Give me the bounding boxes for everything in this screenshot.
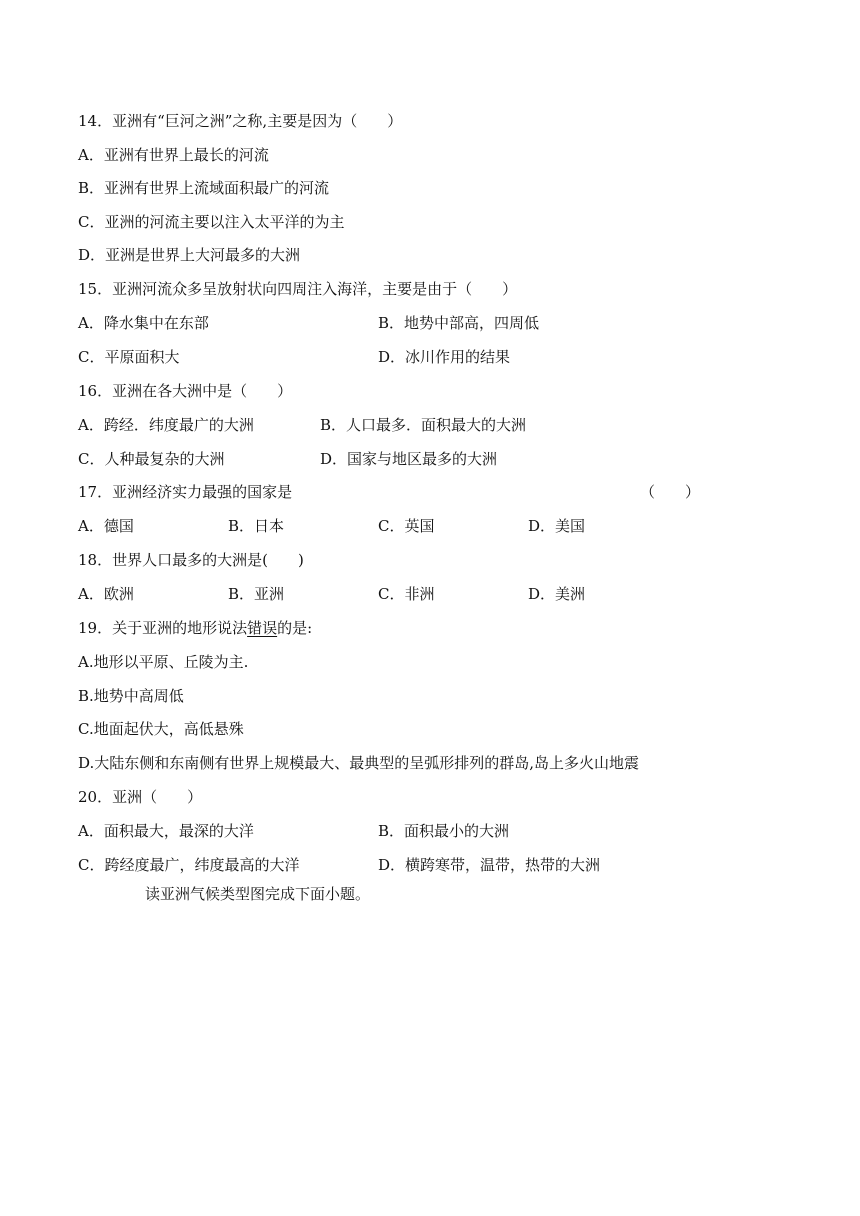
question-15-option-d: D．冰川作用的结果: [378, 348, 511, 366]
question-19-stem-underlined: 错误: [247, 619, 278, 637]
question-15-option-a: A．降水集中在东部: [78, 314, 209, 332]
question-20-option-c: C．跨经度最广，纬度最高的大洋: [78, 856, 300, 874]
question-18-stem: 18．世界人口最多的大洲是( ): [78, 551, 304, 569]
question-14-option-b: B．亚洲有世界上流域面积最广的河流: [78, 179, 330, 197]
question-14-option-a: A．亚洲有世界上最长的河流: [78, 146, 269, 164]
question-18-options-row: [78, 583, 778, 605]
question-18-option-b: B．亚洲: [228, 585, 285, 603]
question-15-options-row-1: [78, 312, 778, 334]
question-16-option-a: A．跨经．纬度最广的大洲: [78, 416, 254, 434]
question-18-option-d: D．美洲: [528, 585, 586, 603]
question-15-options-row-2: [78, 346, 778, 368]
question-16-option-c: C．人种最复杂的大洲: [78, 450, 225, 468]
question-15-stem: 15．亚洲河流众多呈放射状向四周注入海洋，主要是由于（ ）: [78, 280, 518, 298]
instruction-text: 读亚洲气候类型图完成下面小题。: [145, 885, 371, 903]
question-20-options-row-1: [78, 820, 778, 842]
question-16-option-d: D．国家与地区最多的大洲: [320, 450, 498, 468]
question-17-option-d: D．美国: [528, 517, 586, 535]
question-19-option-b: B.地势中高周低: [78, 687, 184, 705]
question-17-answer-paren: （ ）: [640, 483, 701, 501]
question-17-options-row: [78, 515, 778, 537]
question-15-option-b: B．地势中部高，四周低: [378, 314, 540, 332]
question-17-option-c: C．英国: [378, 517, 435, 535]
question-14-stem: 14．亚洲有“巨河之洲”之称,主要是因为（ ）: [78, 112, 403, 130]
question-14-option-c: C．亚洲的河流主要以注入太平洋的为主: [78, 213, 345, 231]
question-17-option-a: A．德国: [78, 517, 134, 535]
question-17-stem-row: [78, 481, 778, 503]
question-19-option-d: D.大陆东侧和东南侧有世界上规模最大、最典型的呈弧形排列的群岛,岛上多火山地震: [78, 754, 640, 772]
question-19-stem-before: 19．关于亚洲的地形说法: [78, 619, 248, 637]
question-20-option-b: B．面积最小的大洲: [378, 822, 510, 840]
question-19-option-a: A.地形以平原、丘陵为主.: [78, 653, 249, 671]
question-16-option-b: B．人口最多．面积最大的大洲: [320, 416, 527, 434]
question-16-options-row-1: [78, 414, 778, 436]
question-20-options-row-2: [78, 854, 778, 876]
question-19-stem: [78, 617, 312, 639]
question-18-option-a: A．欧洲: [78, 585, 134, 603]
question-17-option-b: B．日本: [228, 517, 285, 535]
question-17-stem: 17．亚洲经济实力最强的国家是: [78, 483, 293, 501]
question-15-option-c: C．平原面积大: [78, 348, 180, 366]
question-18-option-c: C．非洲: [378, 585, 435, 603]
question-20-option-d: D．横跨寒带，温带，热带的大洲: [378, 856, 601, 874]
question-19-option-c: C.地面起伏大，高低悬殊: [78, 720, 244, 738]
question-16-options-row-2: [78, 448, 778, 470]
question-14-option-d: D．亚洲是世界上大河最多的大洲: [78, 246, 301, 264]
question-20-option-a: A．面积最大，最深的大洋: [78, 822, 254, 840]
question-20-stem: 20．亚洲（ ）: [78, 788, 203, 806]
question-16-stem: 16．亚洲在各大洲中是（ ）: [78, 382, 293, 400]
question-19-stem-after: 的是:: [277, 619, 313, 637]
